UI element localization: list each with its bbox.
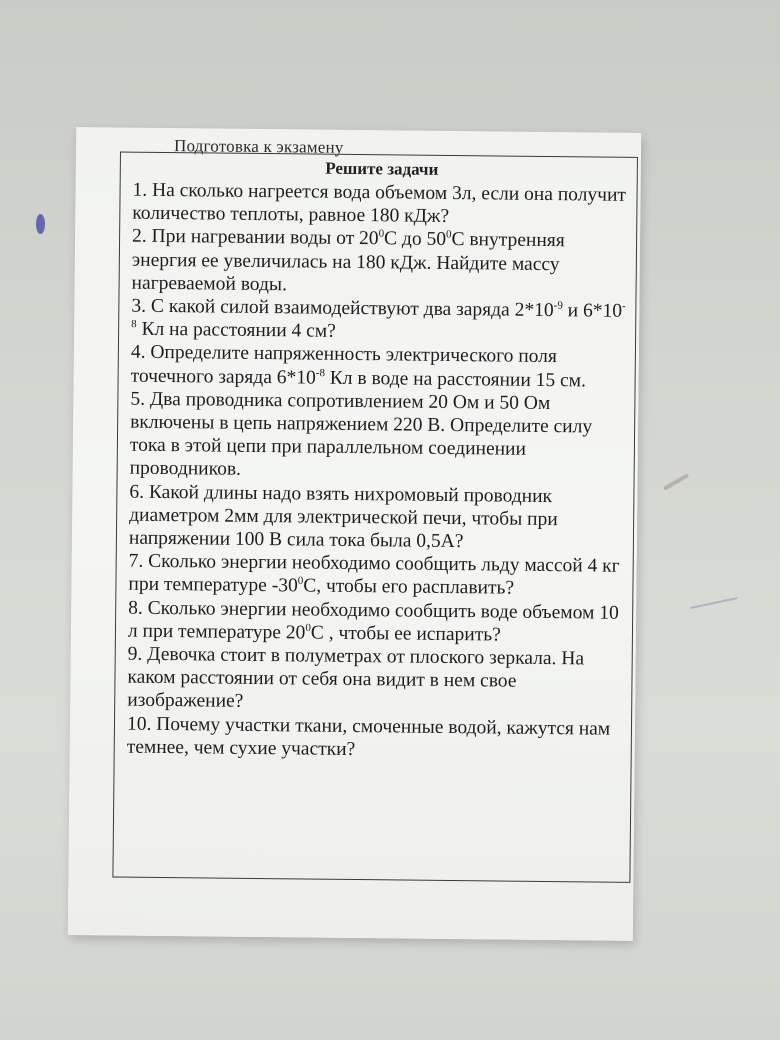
task-text: Сколько энергии необходимо сообщить воде объемом 10 л при температуре 20 [127,597,619,644]
task-number: 8. [128,597,143,619]
task-number: 7. [128,550,144,573]
degree-superscript: 0 [297,575,304,588]
task-number: 9. [127,643,143,665]
task-number: 2. [131,226,147,248]
degree-superscript: 0 [378,228,385,241]
task-number: 5. [130,388,146,410]
scratch-mark [663,473,689,490]
task-text: С, чтобы его расплавить? [303,575,515,600]
frame-title: Решите задачи [325,158,439,179]
task-text: Почему участки ткани, смоченные водой, кажутся нам темнее, чем сухие участки? [126,713,611,760]
task-number: 3. [131,295,147,317]
task-number: 10. [126,713,152,735]
task-3 [131,295,629,347]
task-text: С какой силой взаимодействуют два заряда 2*10 [150,295,554,322]
task-text: С до 50 [383,228,447,251]
exponent-superscript: -9 [553,299,563,312]
exponent-superscript: -8 [315,366,326,379]
task-10 [127,712,625,764]
task-text: Сколько энергии необходимо сообщить льду массой 4 кг при температуре -30 [128,551,620,597]
degree-superscript: 0 [445,228,452,241]
task-text: На сколько нагреется вода объемом 3л, если она получит количество теплоты, равное 180 кДж? [132,179,627,228]
task-number: 1. [132,179,148,201]
task-text: Определите напряженность электрического поля точечного заряда 6*10 [130,342,558,389]
task-number: 6. [129,481,145,503]
task-9 [127,643,626,718]
task-text: Два проводника сопротивлением 20 Ом и 50 Ом включены в цепь напряжением 220 В. Определите силу тока в этой цепи при параллельном соединении проводников. [129,388,593,481]
task-text: Девочка стоит в полуметрах от плоского зеркала. На каком расстоянии от себя она видит в нем свое изображение? [127,643,585,713]
task-1 [132,179,630,231]
task-text: С , чтобы ее испарить? [310,622,501,646]
exponent-superscript: -8 [131,300,626,331]
task-8 [128,596,626,648]
scratch-mark [690,597,737,609]
task-text: и 6*10 [562,300,623,322]
task-number: 4. [130,342,146,364]
exam-sheet [68,127,641,941]
exam-header: Подготовка к экзамену [173,136,344,157]
task-frame [112,152,638,883]
degree-superscript: 0 [305,621,311,634]
task-text: При нагревании воды от 20 [151,226,379,250]
task-text: Какой длины надо взять нихромовый проводник диаметром 2мм для электрической печи, чтобы при напряжении 100 В сила тока была 0,5А? [128,481,558,553]
task-text: Кл в воде на расстоянии 15 см. [324,367,587,392]
task-7 [128,550,626,602]
task-4 [131,341,629,393]
task-5 [130,387,629,485]
task-6 [129,480,628,555]
ink-speck [36,214,45,234]
task-text: С внутренняя энергия ее увеличилась на 180 кДж. Найдите массу нагреваемой воды. [131,229,565,296]
task-text: Кл на расстоянии 4 см? [136,318,336,343]
task-2 [131,225,630,300]
